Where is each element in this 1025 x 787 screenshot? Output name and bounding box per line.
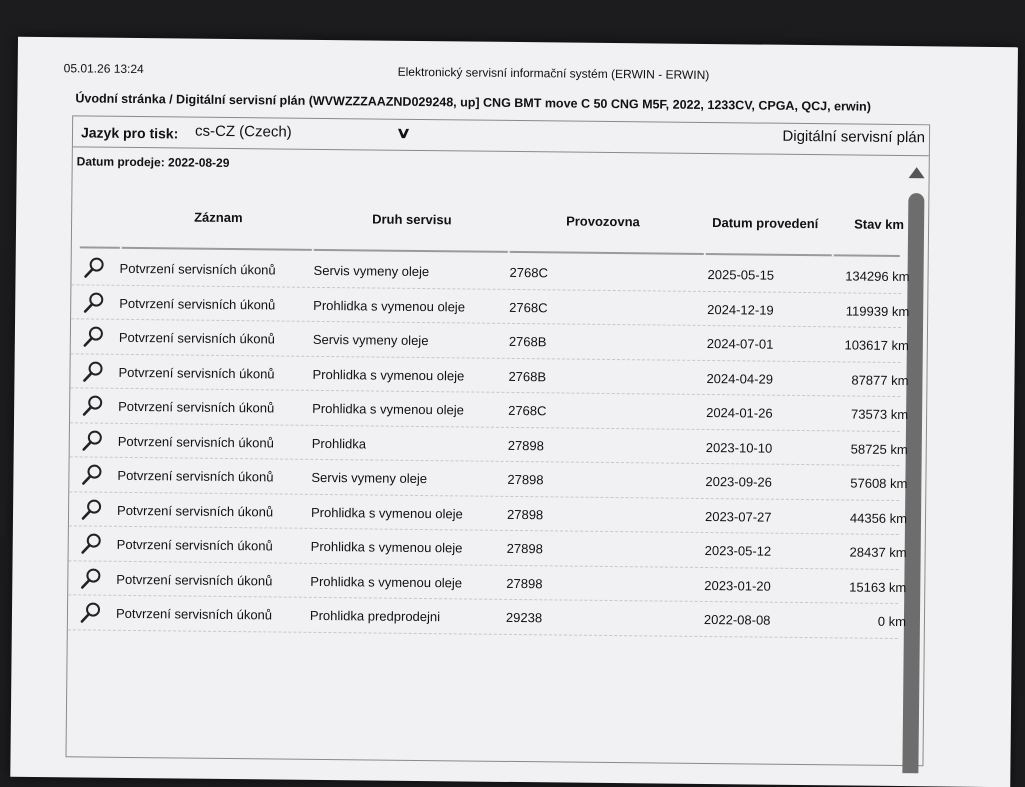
magnifier-icon[interactable] [80,601,102,623]
mileage-cell: 134296 km [845,268,910,285]
workshop-cell: 27898 [506,575,543,591]
service-type-cell: Servis vymeny oleje [312,331,429,349]
workshop-cell: 2768B [508,333,547,350]
workshop-cell: 27898 [507,471,544,488]
date-cell: 2023-07-27 [704,508,772,525]
date-cell: 2023-01-20 [704,577,771,594]
service-type-cell: Prohlidka s vymenou oleje [310,538,463,556]
system-title: Elektronický servisní informační systém (ERWIN - ERWIN) [397,64,710,83]
plan-title: Digitální servisní plán [782,127,926,147]
mileage-cell: 0 km [877,613,907,630]
record-cell[interactable]: Potvrzení servisních úkonů [119,260,276,278]
language-label: Jazyk pro tisk: [80,124,179,142]
print-datetime: 05.01.26 13:24 [63,61,144,77]
record-cell[interactable]: Potvrzení servisních úkonů [115,605,273,623]
scroll-up-triangle-icon[interactable] [909,167,925,178]
record-cell[interactable]: Potvrzení servisních úkonů [118,329,276,347]
date-cell: 2024-07-01 [706,335,774,352]
magnifier-icon[interactable] [82,394,104,416]
service-type-cell: Prohlidka s vymenou oleje [312,400,464,418]
record-cell[interactable]: Potvrzení servisních úkonů [119,295,276,312]
date-cell: 2025-05-15 [707,266,775,283]
chevron-down-icon[interactable]: ∨ [395,124,412,142]
mileage-cell: 15163 km [849,578,907,595]
service-type-cell: Prohlidka s vymenou oleje [310,573,463,590]
magnifier-icon[interactable] [83,325,105,347]
table-row [68,595,907,638]
language-select[interactable] [191,119,415,147]
magnifier-icon[interactable] [83,256,105,278]
mileage-cell: 73573 km [850,406,909,423]
record-cell[interactable]: Potvrzení servisních úkonů [117,467,274,485]
column-header-service-type[interactable]: Druh servisu [372,211,452,228]
date-cell: 2022-08-08 [703,611,771,628]
mileage-cell: 58725 km [850,441,908,457]
language-select-value: cs-CZ (Czech) [194,122,292,141]
record-cell[interactable]: Potvrzení servisních úkonů [117,433,274,450]
print-toolbar [73,116,929,156]
workshop-cell: 2768C [509,299,548,315]
record-cell[interactable]: Potvrzení servisních úkonů [116,571,273,588]
sale-date: Datum prodeje: 2022-08-29 [76,154,230,170]
date-cell: 2023-09-26 [705,473,772,490]
workshop-cell: 27898 [507,437,545,453]
record-cell[interactable]: Potvrzení servisních úkonů [117,502,274,519]
workshop-cell: 2768C [508,402,547,419]
mileage-cell: 28437 km [849,544,907,561]
record-cell[interactable]: Potvrzení servisních úkonů [116,536,273,554]
breadcrumb[interactable]: Úvodní stránka / Digitální servisní plán (WVWZZZAAZND029248, up] CNG BMT move C 50 CNG M5F, 2022, 1233CV, CPGA, QCJ, erwin) [75,91,871,114]
service-type-cell: Prohlidka predprodejni [309,607,441,625]
workshop-cell: 2768C [509,264,548,281]
column-header-mileage[interactable]: Stav km [854,216,905,233]
workshop-cell: 29238 [505,609,543,626]
service-plan-panel [65,115,930,766]
workshop-cell: 27898 [506,506,544,522]
magnifier-icon[interactable] [81,532,103,554]
printed-page [10,37,1018,787]
service-type-cell: Prohlidka [311,435,367,451]
workshop-cell: 27898 [506,540,543,557]
magnifier-icon[interactable] [83,291,105,313]
mileage-cell: 44356 km [849,510,908,526]
date-cell: 2023-10-10 [705,439,773,456]
magnifier-icon[interactable] [81,498,103,520]
magnifier-icon[interactable] [80,567,102,589]
mileage-cell: 119939 km [845,302,910,319]
date-cell: 2024-04-29 [706,370,774,387]
workshop-cell: 2768B [508,368,547,384]
date-cell: 2023-05-12 [704,542,772,559]
column-header-record[interactable]: Záznam [194,209,243,226]
mileage-cell: 57608 km [850,475,908,492]
column-header-date[interactable]: Datum provedení [712,215,819,232]
service-type-cell: Prohlidka s vymenou oleje [313,297,466,314]
mileage-cell: 87877 km [851,372,909,388]
magnifier-icon[interactable] [81,463,103,485]
mileage-cell: 103617 km [844,337,909,354]
date-cell: 2024-01-26 [706,404,773,421]
service-records-table [68,250,910,638]
service-type-cell: Servis vymeny oleje [311,469,428,487]
service-type-cell: Prohlidka s vymenou oleje [312,366,465,383]
service-type-cell: Servis vymeny oleje [313,262,430,280]
date-cell: 2024-12-19 [707,301,774,318]
record-cell[interactable]: Potvrzení servisních úkonů [118,364,275,381]
column-header-workshop[interactable]: Provozovna [566,213,640,230]
magnifier-icon[interactable] [82,429,104,451]
service-type-cell: Prohlidka s vymenou oleje [310,504,463,521]
magnifier-icon[interactable] [82,360,104,382]
record-cell[interactable]: Potvrzení servisních úkonů [118,398,275,416]
